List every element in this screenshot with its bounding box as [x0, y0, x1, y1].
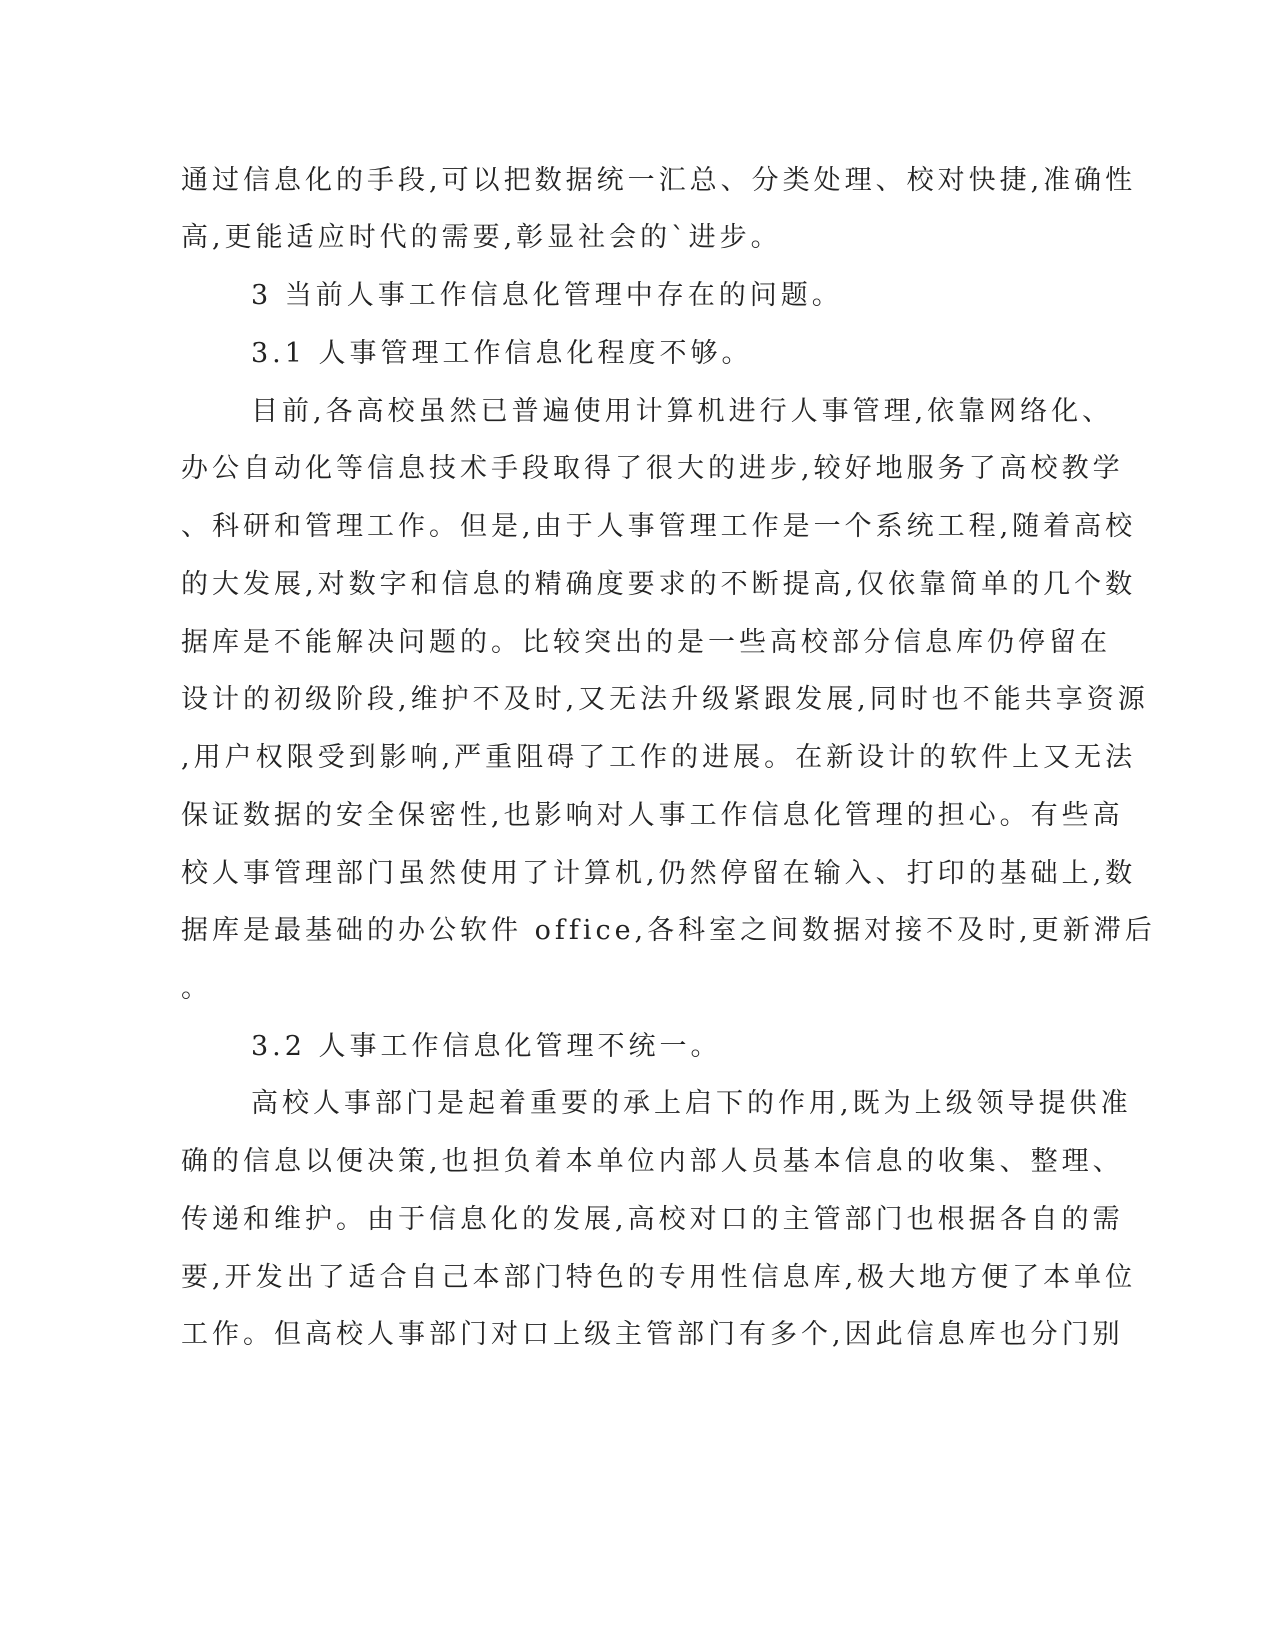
paragraph-line: 通过信息化的手段,可以把数据统一汇总、分类处理、校对快捷,准确性: [181, 165, 1137, 196]
paragraph-line: 据库是不能解决问题的。比较突出的是一些高校部分信息库仍停留在: [181, 627, 1111, 658]
paragraph-line: 。: [181, 973, 212, 1004]
paragraph-line: 工作。但高校人事部门对口上级主管部门有多个,因此信息库也分门别: [181, 1319, 1124, 1350]
paragraph-line: 确的信息以便决策,也担负着本单位内部人员基本信息的收集、整理、: [181, 1146, 1124, 1177]
paragraph-line: 设计的初级阶段,维护不及时,又无法升级紧跟发展,同时也不能共享资源: [181, 684, 1149, 715]
paragraph-line: 办公自动化等信息技术手段取得了很大的进步,较好地服务了高校教学: [181, 453, 1124, 484]
paragraph-line: 高校人事部门是起着重要的承上启下的作用,既为上级领导提供准: [251, 1088, 1132, 1119]
paragraph-line: 要,开发出了适合自己本部门特色的专用性信息库,极大地方便了本单位: [181, 1262, 1137, 1293]
subsection-heading: 3.2 人事工作信息化管理不统一。: [251, 1031, 722, 1062]
paragraph-line: 传递和维护。由于信息化的发展,高校对口的主管部门也根据各自的需: [181, 1204, 1124, 1235]
paragraph-line: 高,更能适应时代的需要,彰显社会的`进步。: [181, 222, 782, 253]
paragraph-line: 校人事管理部门虽然使用了计算机,仍然停留在输入、打印的基础上,数: [181, 858, 1137, 889]
paragraph-line: 目前,各高校虽然已普遍使用计算机进行人事管理,依靠网络化、: [251, 396, 1114, 427]
section-heading: 3 当前人事工作信息化管理中存在的问题。: [251, 280, 843, 311]
paragraph-line: ,用户权限受到影响,严重阻碍了工作的进展。在新设计的软件上又无法: [181, 742, 1137, 773]
paragraph-line: 的大发展,对数字和信息的精确度要求的不断提高,仅依靠简单的几个数: [181, 569, 1137, 600]
subsection-heading: 3.1 人事管理工作信息化程度不够。: [251, 338, 753, 369]
paragraph-line: 保证数据的安全保密性,也影响对人事工作信息化管理的担心。有些高: [181, 800, 1124, 831]
paragraph-line: 、科研和管理工作。但是,由于人事管理工作是一个系统工程,随着高校: [181, 511, 1137, 542]
paragraph-line: 据库是最基础的办公软件 office,各科室之间数据对接不及时,更新滞后: [181, 915, 1156, 946]
